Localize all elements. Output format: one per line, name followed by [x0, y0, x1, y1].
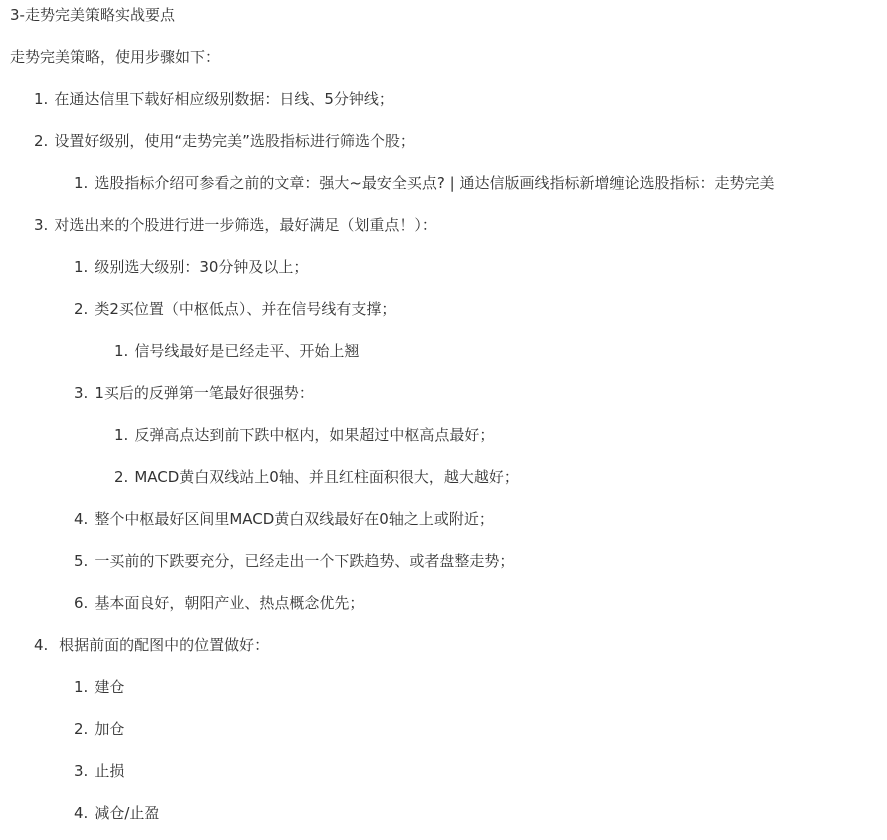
list-item	[74, 550, 514, 572]
list-item	[74, 760, 124, 782]
list-number: 2.	[34, 132, 49, 150]
list-item-text: 一买前的下跌要充分，已经走出一个下跌趋势、或者盘整走势；	[94, 552, 515, 570]
list-item-text: 信号线最好是已经走平、开始上翘	[134, 342, 360, 360]
list-item	[74, 256, 308, 278]
list-number: 2.	[114, 468, 129, 486]
list-item	[74, 382, 314, 404]
list-item	[34, 130, 415, 152]
article-link[interactable]: 强大~最安全买点? | 通达信版画线指标新增缠论选股指标：走势完美	[319, 174, 775, 192]
list-number: 1.	[114, 426, 129, 444]
list-item-text: 对选出来的个股进行进一步筛选，最好满足（划重点！）：	[54, 216, 437, 234]
list-number: 4.	[74, 804, 89, 822]
list-item-text: 建仓	[94, 678, 125, 696]
list-item-text: 加仓	[94, 720, 125, 738]
list-number: 1.	[74, 258, 89, 276]
list-number: 1.	[34, 90, 49, 108]
list-item-text: 级别选大级别：30分钟及以上；	[94, 258, 309, 276]
list-item	[74, 802, 159, 824]
list-number: 3.	[74, 762, 89, 780]
list-item-text: 减仓/止盈	[94, 804, 160, 822]
list-item-text: 根据前面的配图中的位置做好：	[54, 636, 270, 654]
list-number: 5.	[74, 552, 89, 570]
list-number: 1.	[74, 678, 89, 696]
list-item	[114, 424, 494, 446]
list-item	[74, 676, 124, 698]
list-item-text: 在通达信里下载好相应级别数据：日线、5分钟线；	[54, 90, 394, 108]
list-item-text: 基本面良好，朝阳产业、热点概念优先；	[94, 594, 365, 612]
list-item	[34, 88, 394, 110]
list-item-text: 反弹高点达到前下跌中枢内，如果超过中枢高点最好；	[134, 426, 495, 444]
list-item-text: 1买后的反弹第一笔最好很强势：	[94, 384, 314, 402]
list-item-text: 整个中枢最好区间里MACD黄白双线最好在0轴之上或附近；	[94, 510, 494, 528]
list-item-text: MACD黄白双线站上0轴、并且红柱面积很大，越大越好；	[134, 468, 519, 486]
list-item	[74, 592, 364, 614]
list-number: 2.	[74, 720, 89, 738]
list-number: 4.	[74, 510, 89, 528]
list-item	[74, 172, 774, 194]
intro-text: 走势完美策略，使用步骤如下：	[10, 48, 221, 66]
list-number: 1.	[114, 342, 129, 360]
list-item-text: 止损	[94, 762, 125, 780]
list-item	[34, 214, 437, 236]
list-item	[74, 508, 494, 530]
list-item	[74, 718, 124, 740]
list-item-text: 类2买位置（中枢低点）、并在信号线有支撑；	[94, 300, 397, 318]
list-item	[74, 298, 396, 320]
list-number: 3.	[74, 384, 89, 402]
list-number: 6.	[74, 594, 89, 612]
list-item-text: 设置好级别，使用“走势完美”选股指标进行筛选个股；	[54, 132, 415, 150]
list-item-text: 选股指标介绍可参看之前的文章：	[94, 174, 320, 192]
section-heading: 3-走势完美策略实战要点	[10, 6, 175, 24]
list-number: 1.	[74, 174, 89, 192]
list-number: 2.	[74, 300, 89, 318]
list-number: 3.	[34, 216, 49, 234]
list-number: 4.	[34, 636, 49, 654]
list-item	[114, 340, 359, 362]
list-item	[114, 466, 519, 488]
list-item	[34, 634, 269, 656]
